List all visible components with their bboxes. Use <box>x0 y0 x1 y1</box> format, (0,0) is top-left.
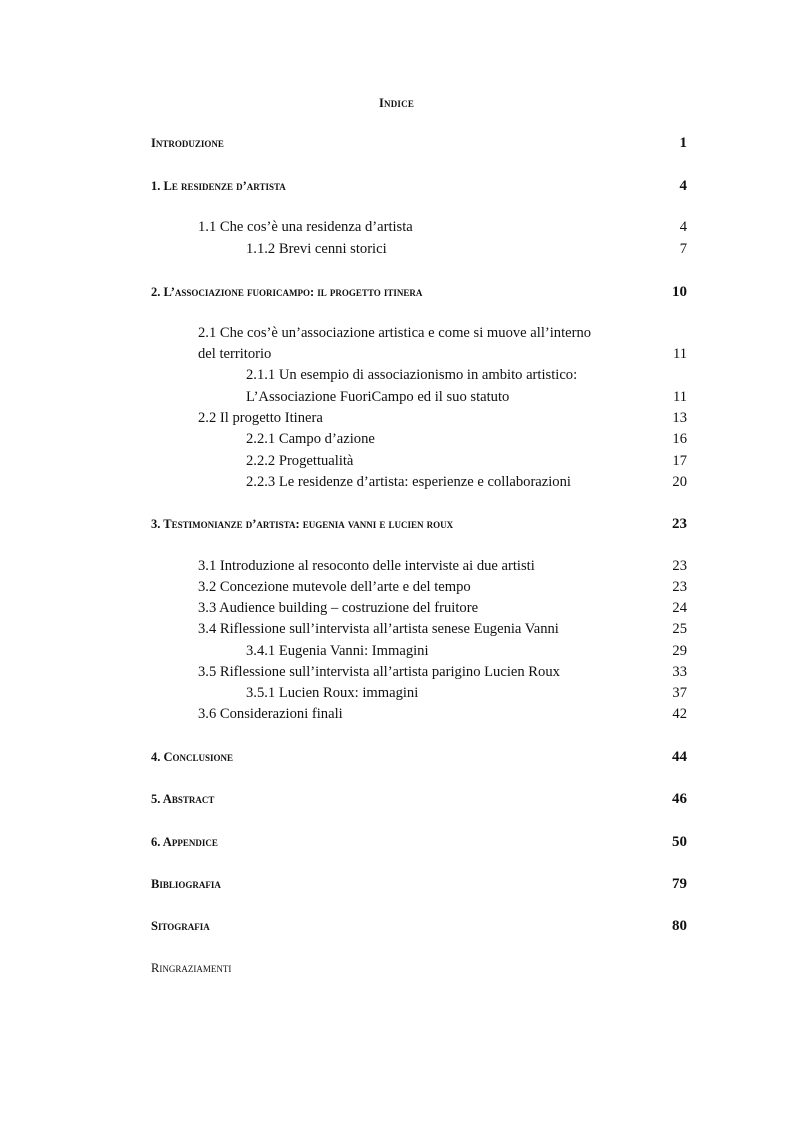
toc-entry-title: 3.4.1 Eugenia Vanni: Immagini <box>246 643 429 659</box>
toc-entry-3-5[interactable] <box>151 664 687 681</box>
toc-entry-chapter-1[interactable] <box>151 178 687 195</box>
toc-entry-title: 2.1 Che cos’è un’associazione artistica e come si muove all’interno <box>198 325 592 341</box>
toc-entry-page: 10 <box>672 284 687 300</box>
toc-entry-chapter-4[interactable] <box>151 749 687 766</box>
toc-entry-2-1-line1[interactable] <box>151 325 687 342</box>
toc-entry-3-4-1[interactable] <box>151 643 687 660</box>
toc-entry-page: 29 <box>672 643 687 659</box>
toc-entry-page: 16 <box>672 431 687 447</box>
toc-entry-3-5-1[interactable] <box>151 685 687 702</box>
toc-entry-1-1[interactable] <box>151 219 687 236</box>
toc-entry-page: 4 <box>679 219 687 235</box>
toc-entry-2-2[interactable] <box>151 410 687 427</box>
toc-entry-title: del territorio <box>198 346 272 362</box>
toc-entry-ringraziamenti[interactable] <box>151 961 687 976</box>
toc-entry-2-2-3[interactable] <box>151 474 687 491</box>
toc-entry-title: 4. Conclusione <box>151 750 234 764</box>
toc-entry-title: 3.2 Concezione mutevole dell’arte e del tempo <box>198 579 471 595</box>
toc-entry-title: 2.2.1 Campo d’azione <box>246 431 375 447</box>
toc-entry-page: 4 <box>679 178 687 194</box>
toc-entry-title: 1.1.2 Brevi cenni storici <box>246 241 387 257</box>
toc-entry-page: 23 <box>672 579 687 595</box>
toc-entry-page: 23 <box>672 516 687 532</box>
toc-entry-title: 1.1 Che cos’è una residenza d’artista <box>198 219 413 235</box>
toc-entry-page: 33 <box>672 664 687 680</box>
toc-entry-page: 20 <box>672 474 687 490</box>
toc-entry-1-1-2[interactable] <box>151 241 687 258</box>
toc-entry-3-3[interactable] <box>151 600 687 617</box>
toc-entry-title: 3.5 Riflessione sull’intervista all’artista parigino Lucien Roux <box>198 664 560 680</box>
toc-entry-3-2[interactable] <box>151 579 687 596</box>
toc-entry-3-6[interactable] <box>151 706 687 723</box>
toc-entry-title: 6. Appendice <box>151 835 218 849</box>
toc-entry-title: 2.2.3 Le residenze d’artista: esperienze e collaborazioni <box>246 474 571 490</box>
toc-entry-title: 3. Testimonianze d’artista: eugenia vanni e lucien roux <box>151 517 454 531</box>
toc-entry-2-1-line2[interactable] <box>151 346 687 363</box>
toc-entry-page: 13 <box>672 410 687 426</box>
toc-entry-page: 25 <box>672 621 687 637</box>
toc-entry-title: 3.3 Audience building – costruzione del fruitore <box>198 600 479 616</box>
toc-entry-chapter-5[interactable] <box>151 791 687 808</box>
toc-entry-page: 17 <box>672 453 687 469</box>
toc-entry-page: 79 <box>672 876 687 892</box>
toc-entry-bibliografia[interactable] <box>151 876 687 893</box>
toc-entry-page: 50 <box>672 834 687 850</box>
toc-entry-chapter-2[interactable] <box>151 284 687 301</box>
toc-entry-sitografia[interactable] <box>151 918 687 935</box>
toc-entry-title: Ringraziamenti <box>151 961 232 975</box>
toc-entry-title: Introduzione <box>151 136 224 150</box>
toc-entry-3-4[interactable] <box>151 621 687 638</box>
toc-entry-page: 11 <box>672 346 687 362</box>
toc-entry-page: 42 <box>672 706 687 722</box>
toc-entry-title: 2.2.2 Progettualità <box>246 453 354 469</box>
toc-entry-page: 37 <box>672 685 687 701</box>
toc-entry-3-1[interactable] <box>151 558 687 575</box>
toc-entry-page: 11 <box>672 389 687 405</box>
toc-entry-title: Sitografia <box>151 919 210 933</box>
toc-entry-page: 44 <box>672 749 687 765</box>
toc-entry-page: 7 <box>679 241 687 257</box>
toc-entry-chapter-3[interactable] <box>151 516 687 533</box>
toc-entry-title: 2.1.1 Un esempio di associazionismo in ambito artistico: <box>246 367 578 383</box>
toc-entry-introduzione[interactable] <box>151 135 687 152</box>
toc-entry-chapter-6[interactable] <box>151 834 687 851</box>
toc-entry-2-1-1-line2[interactable] <box>151 389 687 406</box>
toc-entry-title: Bibliografia <box>151 877 221 891</box>
toc-entry-title: 3.1 Introduzione al resoconto delle interviste ai due artisti <box>198 558 535 574</box>
toc-entry-title: 3.5.1 Lucien Roux: immagini <box>246 685 419 701</box>
toc-entry-title: 1. Le residenze d’artista <box>151 179 286 193</box>
toc-entry-title: 2.2 Il progetto Itinera <box>198 410 323 426</box>
toc-entry-page: 46 <box>672 791 687 807</box>
toc-entry-title: 2. L’associazione fuoricampo: il progetto itinera <box>151 285 423 299</box>
toc-entry-2-2-1[interactable] <box>151 431 687 448</box>
toc-entry-page: 24 <box>672 600 687 616</box>
toc-entry-page: 1 <box>679 135 687 151</box>
toc-entry-page: 80 <box>672 918 687 934</box>
toc-entry-page: 23 <box>672 558 687 574</box>
toc-entry-title: 5. Abstract <box>151 792 215 806</box>
toc-entry-2-1-1-line1[interactable] <box>151 367 687 384</box>
toc-entry-title: 3.6 Considerazioni finali <box>198 706 343 722</box>
toc-entry-2-2-2[interactable] <box>151 453 687 470</box>
page-title: Indice <box>378 96 415 110</box>
toc-entry-title: L’Associazione FuoriCampo ed il suo statuto <box>246 389 510 405</box>
toc-entry-title: 3.4 Riflessione sull’intervista all’artista senese Eugenia Vanni <box>198 621 559 637</box>
